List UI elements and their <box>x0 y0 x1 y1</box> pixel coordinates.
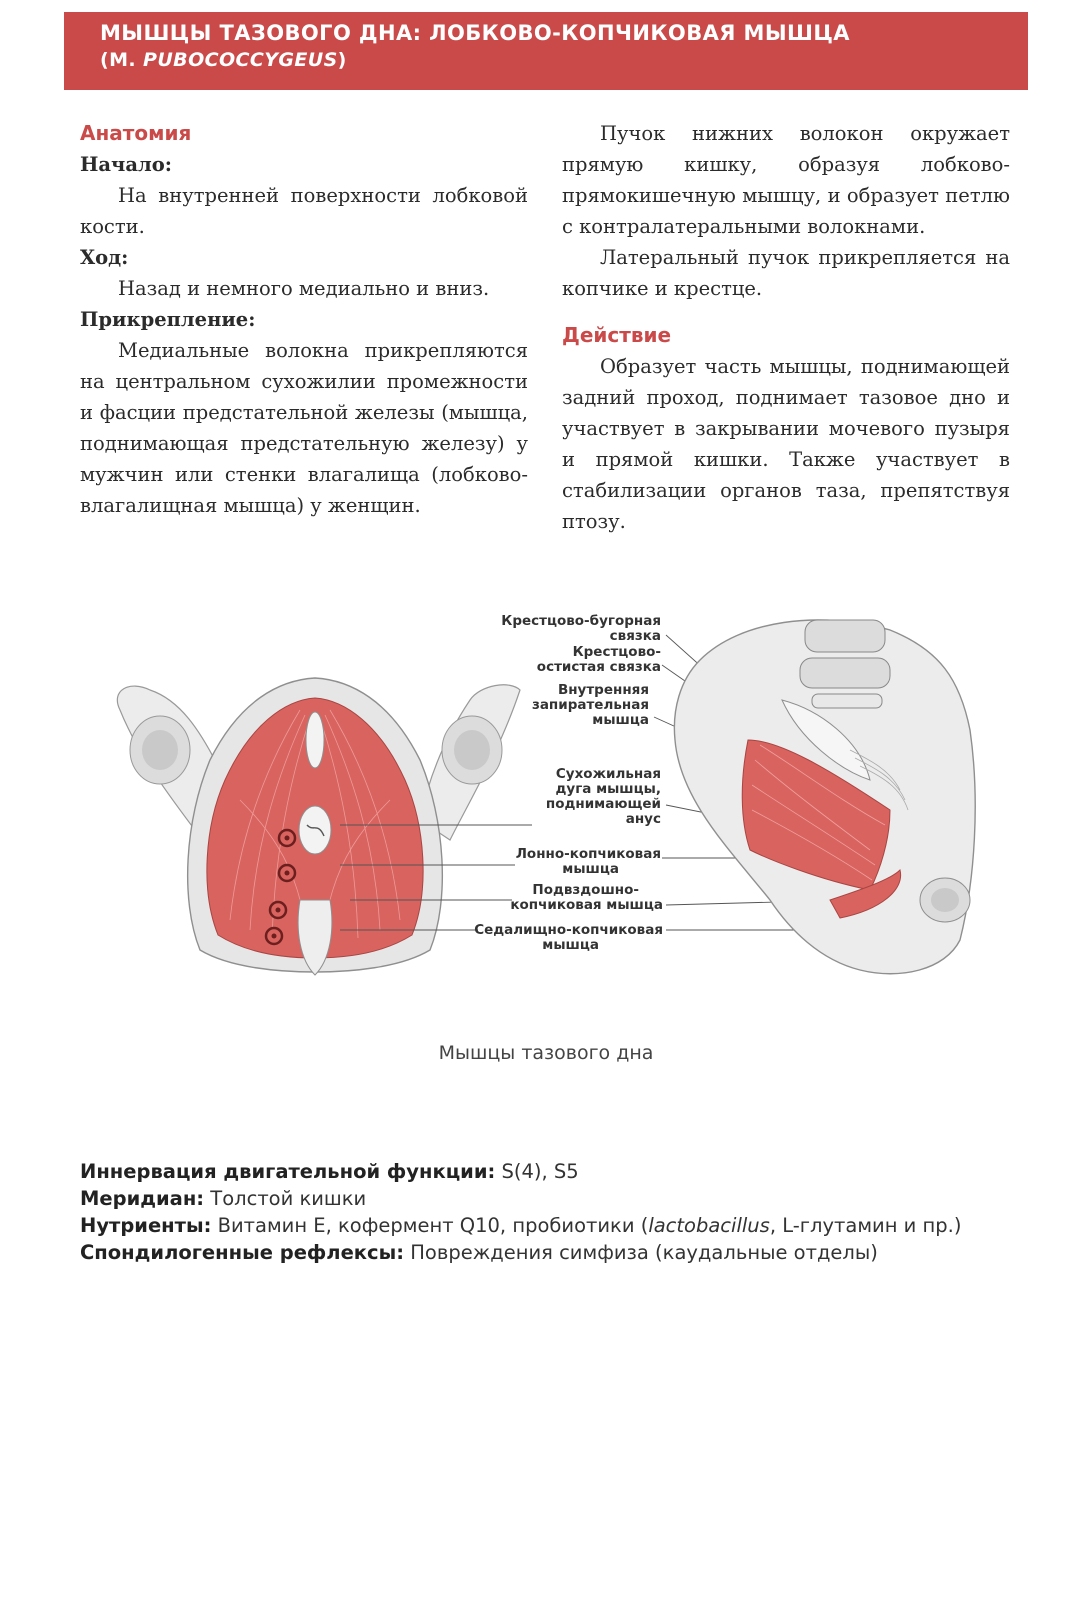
origin-label: Начало: <box>80 153 172 176</box>
reflex-value: Повреждения симфиза (каудальные отделы) <box>404 1241 878 1264</box>
nutrients-value-1: Витамин E, кофермент Q10, пробиотики ( <box>211 1214 649 1237</box>
label-pubococcygeus-1: Лонно-копчиковая <box>515 846 661 862</box>
page-header-banner <box>64 12 1028 90</box>
label-sacrospinous-1: Крестцово- <box>572 644 661 660</box>
action-heading: Действие <box>562 323 672 347</box>
lower-fibers-text: Пучок нижних волокон окружает прямую кишку, образуя лобково-прямокишечную мышцу, и образует петлю с контралатеральными волокнами. <box>562 122 1010 238</box>
label-sacrotuberous-1: Крестцово-бугорная <box>501 613 661 629</box>
subtitle-open: (М. <box>100 49 144 71</box>
nutrients-value-italic: lactobacillus <box>648 1214 770 1237</box>
page-title: МЫШЦЫ ТАЗОВОГО ДНА: ЛОБКОВО-КОПЧИКОВАЯ МЫШЦА <box>100 21 850 45</box>
meridian-value: Толстой кишки <box>204 1187 367 1210</box>
latin-name: PUBOCOCCYGEUS <box>143 49 338 71</box>
label-pubococcygeus-2: мышца <box>562 861 619 877</box>
nutrients-key: Нутриенты: <box>80 1214 212 1237</box>
label-ischiococcygeus-2: мышца <box>542 937 599 953</box>
course-text: Назад и немного медиально и вниз. <box>118 277 490 300</box>
innervation-value: S(4), S5 <box>495 1160 579 1183</box>
label-sacrospinous-2: остистая связка <box>536 659 661 675</box>
pelvis-lateral-view <box>674 620 975 974</box>
meridian-key: Меридиан: <box>80 1187 205 1210</box>
reflex-row <box>80 1239 1040 1266</box>
subtitle-close: ) <box>337 49 347 71</box>
label-obturator-1: Внутренняя <box>557 682 649 698</box>
label-arcus-1: Сухожильная <box>555 766 661 782</box>
right-column <box>562 118 1010 537</box>
insertion-label: Прикрепление: <box>80 308 256 331</box>
innervation-key: Иннервация двигательной функции: <box>80 1160 496 1183</box>
anatomy-heading: Анатомия <box>80 121 192 145</box>
insertion-text: Медиальные волокна прикрепляются на центральном сухожилии промежности и фасции предстательной железы (мышца, поднимающая предстательную железу) у мужчин или стенки влагалища (лобково-влагалищная мышца) у женщин. <box>80 339 528 517</box>
label-arcus-3: поднимающей <box>545 796 661 812</box>
footer-info <box>80 1158 1040 1266</box>
label-arcus-2: дуга мышцы, <box>555 781 661 797</box>
course-label: Ход: <box>80 246 129 269</box>
page-subtitle <box>100 47 1028 74</box>
lateral-bundle-text: Латеральный пучок прикрепляется на копчике и крестце. <box>562 246 1010 300</box>
label-ischiococcygeus-1: Седалищно-копчиковая <box>474 922 663 938</box>
innervation-row <box>80 1158 1040 1185</box>
label-obturator-2: запирательная <box>531 697 649 713</box>
label-iliococcygeus-2: копчиковая мышца <box>510 897 663 913</box>
left-column <box>80 118 528 521</box>
reflex-key: Спондилогенные рефлексы: <box>80 1241 405 1264</box>
label-arcus-4: анус <box>625 811 661 827</box>
label-obturator-3: мышца <box>592 712 649 728</box>
pelvic-floor-illustration <box>100 600 1000 1000</box>
nutrients-value-2: , L-глутамин и пр.) <box>769 1214 962 1237</box>
label-sacrotuberous-2: связка <box>609 628 661 644</box>
figure-caption: Мышцы тазового дна <box>438 1042 654 1064</box>
label-iliococcygeus-1: Подвздошно- <box>532 882 639 898</box>
nutrients-row <box>80 1212 1040 1239</box>
pelvis-inferior-view <box>117 678 520 975</box>
meridian-row <box>80 1185 1040 1212</box>
action-text: Образует часть мышцы, поднимающей задний проход, поднимает тазовое дно и участвует в закрывании мочевого пузыря и прямой кишки. Также участвует в стабилизации органов таза, препятствуя птозу. <box>562 355 1010 533</box>
origin-text: На внутренней поверхности лобковой кости. <box>80 184 528 238</box>
